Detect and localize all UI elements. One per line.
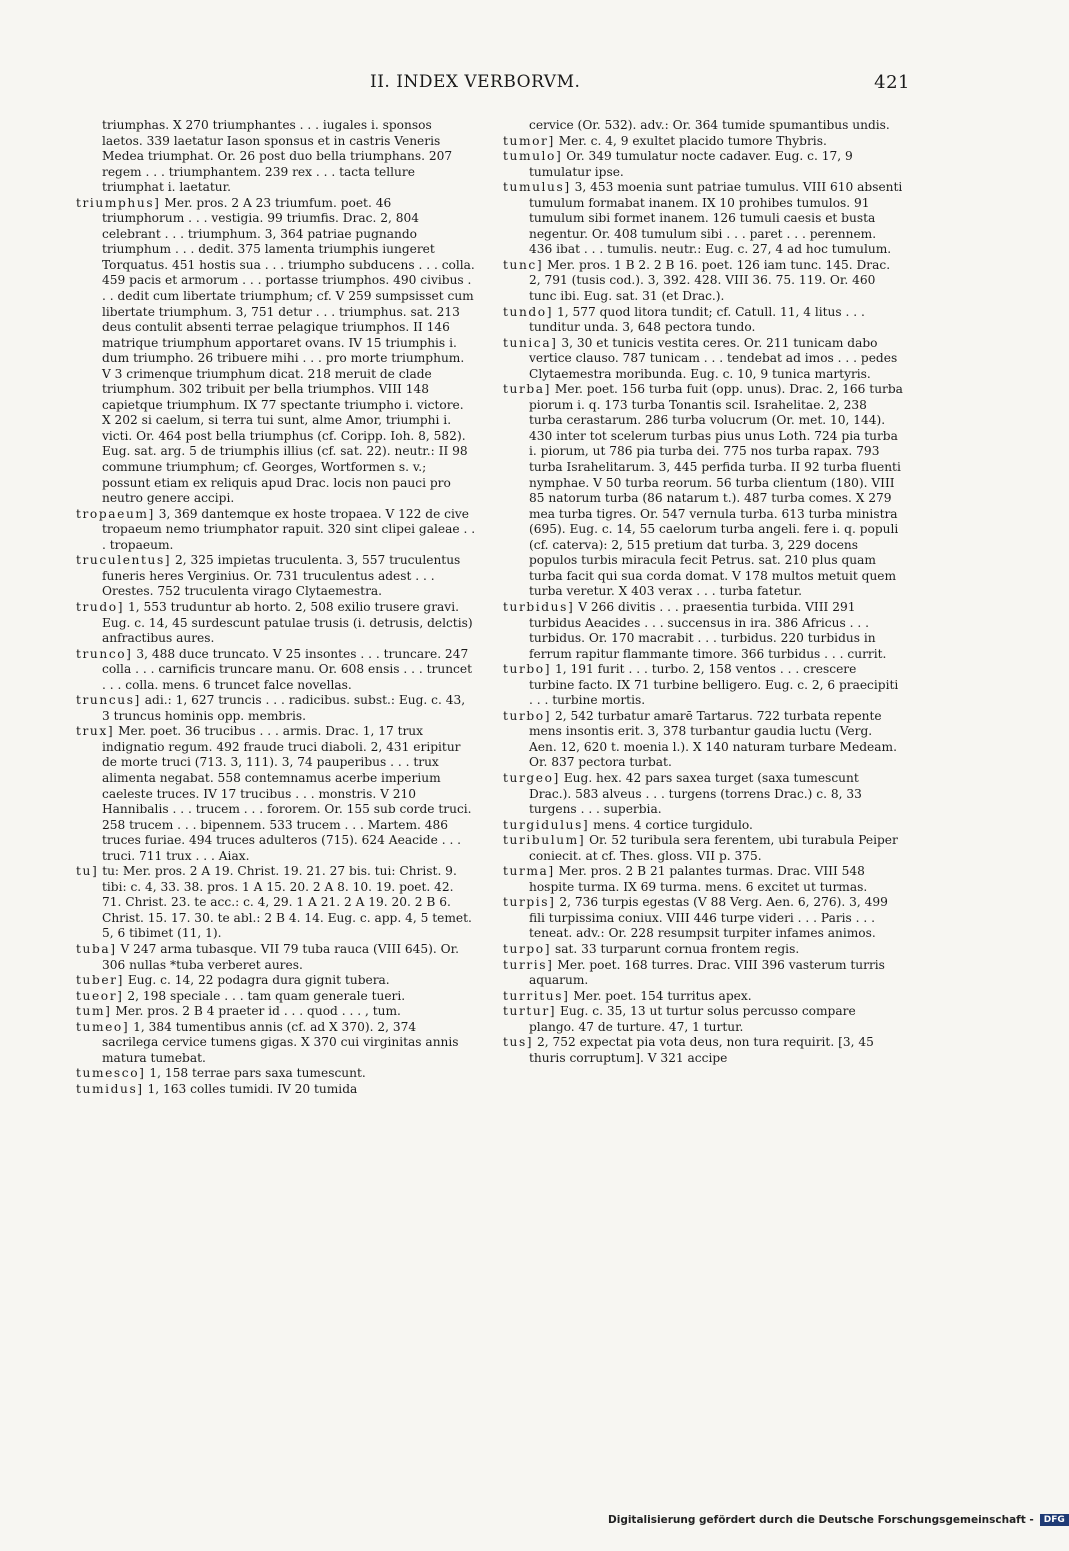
index-entry (76, 864, 476, 942)
entry-text: 2, 198 speciale . . . tam quam generale tueri. (127, 988, 406, 1003)
entry-headword: tumesco] (76, 1066, 146, 1081)
index-entry (503, 818, 903, 834)
left-column (76, 118, 476, 1097)
entry-text: Mer. poet. 156 turba fuit (opp. unus). Drac. 2, 166 turba piorum i. q. 173 turba Tonantis scil. Israhelitae. 2, 238 turba cerastarum. 286 turba volucrum (Or. met. 10, 144). 430 inter tot scelerum turbas pius unus Loth. 724 pia turba i. piorum, ut 786 pia turba dei. 775 nos turba rapax. 793 turba Israhelitarum. 3, 445 perfida turba. II 92 turba fluenti nymphae. V 50 turba reorum. 56 turba clientum (180). VIII 85 natorum turba (86 natarum t.). 487 turba comes. X 279 mea turba tigres. Or. 547 vernula turba. 613 turba ministra (695). Eug. c. 14, 55 caelorum turba angeli. fere i. q. populi (cf. caterva): 2, 515 pretium dat turba. 3, 229 docens populos turbis miracula fecit Petrus. sat. 210 plus quam turba facit qui sua corda domat. V 178 multos metuit quem turba veretur. X 403 verax . . . turba fatetur. (529, 382, 903, 599)
index-entry (76, 1066, 476, 1082)
entry-headword: tumeo] (76, 1019, 130, 1034)
entry-text: adi.: 1, 627 truncis . . . radicibus. subst.: Eug. c. 43, 3 truncus hominis opp. membris. (102, 693, 466, 723)
index-entry (503, 1004, 903, 1035)
footer-text: Digitalisierung gefördert durch die Deutsche Forschungsgemeinschaft - (608, 1514, 1034, 1526)
index-entry (76, 942, 476, 973)
entry-text: mens. 4 cortice turgidulo. (593, 817, 753, 832)
entry-headword: truncus] (76, 693, 141, 708)
entry-text: 2, 752 expectat pia vota deus, non tura requirit. [3, 45 thuris corruptum]. V 321 accipe (529, 1035, 874, 1065)
entry-text: 1, 191 furit . . . turbo. 2, 158 ventos . . . crescere turbine facto. IX 71 turbine belligero. Eug. c. 2, 6 praecipiti . . . turbine mortis. (529, 662, 899, 708)
index-entry (503, 833, 903, 864)
index-entry (503, 662, 903, 709)
entry-headword: tumulo] (503, 149, 563, 164)
index-entry (503, 118, 903, 134)
index-entry (76, 1020, 476, 1067)
entry-headword: turibulum] (503, 833, 586, 848)
index-entry (503, 180, 903, 258)
entry-headword: trudo] (76, 599, 125, 614)
entry-text: Mer. pros. 2 B 21 palantes turmas. Drac. VIII 548 hospite turma. IX 69 turma. mens. 6 excitet ut turmas. (529, 864, 868, 894)
entry-text: 1, 158 terrae pars saxa tumescunt. (149, 1066, 366, 1081)
entry-text: 3, 488 duce truncato. V 25 insontes . . . truncare. 247 colla . . . carnificis truncare manu. Or. 608 ensis . . . truncet . . . colla. mens. 6 truncet falce novellas. (102, 646, 472, 692)
index-entry (503, 958, 903, 989)
index-entry (503, 336, 903, 383)
entry-text: Or. 52 turibula sera ferentem, ubi turabula Peiper coniecit. at cf. Thes. gloss. VII p. 375. (529, 833, 898, 863)
entry-headword: tumor] (503, 133, 555, 148)
entry-text: 2, 542 turbatur amarē Tartarus. 722 turbata repente mens insontis erit. 3, 378 turbantur gaudia luctu (Verg. Aen. 12, 620 t. moenia l.). X 140 naturam turbare Medeam. Or. 837 pectora turbat. (529, 708, 897, 770)
entry-text: Mer. poet. 154 turritus apex. (573, 988, 752, 1003)
entry-text: 1, 553 truduntur ab horto. 2, 508 exilio trusere gravi. Eug. c. 14, 45 surdescunt patulae trusis (i. detrusis, delctis) anfractibus aures. (102, 599, 473, 646)
entry-headword: tumidus] (76, 1081, 144, 1096)
index-entry (76, 600, 476, 647)
entry-headword: tueor] (76, 988, 124, 1003)
entry-text: 3, 369 dantemque ex hoste tropaea. V 122 de cive tropaeum nemo triumphator rapuit. 320 sint clipei galeae . . . tropaeum. (102, 506, 476, 552)
page-number: 421 (874, 72, 910, 93)
entry-headword: turbidus] (503, 599, 575, 614)
index-entry (503, 942, 903, 958)
entry-headword: tu] (76, 864, 99, 879)
index-entry (503, 258, 903, 305)
entry-text: Eug. c. 14, 22 podagra dura gignit tubera. (127, 973, 390, 988)
entry-text: 2, 736 turpis egestas (V 88 Verg. Aen. 6, 276). 3, 499 fili turpissima coniux. VIII 446 turpe videri . . . Paris . . . teneat. adv.: Or. 228 resumpsit turpiter infames animos. (529, 895, 888, 941)
entry-headword: trunco] (76, 646, 133, 661)
index-entry (503, 305, 903, 336)
index-entry (503, 989, 903, 1005)
entry-headword: turgeo] (503, 770, 560, 785)
entry-text: Mer. pros. 1 B 2. 2 B 16. poet. 126 iam tunc. 145. Drac. 2, 791 (tusis cod.). 3, 392. 428. VIII 36. 75. 119. Or. 460 tunc ibi. Eug. sat. 31 (et Drac.). (529, 257, 891, 304)
index-entry (503, 382, 903, 600)
index-entry (503, 1035, 903, 1066)
entry-text: V 247 arma tubasque. VII 79 tuba rauca (VIII 645). Or. 306 nullas *tuba verberet aures. (102, 941, 460, 972)
entry-text: tu: Mer. pros. 2 A 19. Christ. 19. 21. 27 bis. tui: Christ. 9. tibi: c. 4, 33. 38. pros. 1 A 15. 20. 2 A 8. 10. 19. poet. 42. 71. Christ. 23. te acc.: c. 4, 29. 1 A 21. 2 A 19. 20. 2 B 6. Christ. 15. 17. 30. te abl.: 2 B 4. 14. Eug. c. app. 4, 5 temet. 5, 6 tibimet (11, 1). (102, 864, 472, 941)
index-entry (76, 118, 476, 196)
index-entry (76, 647, 476, 694)
entry-headword: turris] (503, 957, 554, 972)
entry-headword: turpis] (503, 895, 556, 910)
right-column (503, 118, 903, 1066)
entry-text: Mer. c. 4, 9 exultet placido tumore Thybris. (558, 133, 827, 148)
entry-text: 3, 30 et tunicis vestita ceres. Or. 211 tunicam dabo vertice clauso. 787 tunicam . . . tendebat ad imos . . . pedes Clytaemestra moribunda. Eug. c. 10, 9 tunica martyris. (529, 335, 898, 381)
index-entry (76, 553, 476, 600)
index-entry (503, 864, 903, 895)
entry-headword: tus] (503, 1035, 534, 1050)
entry-text: Eug. hex. 42 pars saxea turget (saxa tumescunt Drac.). 583 alveus . . . turgens (torrens Drac.) c. 8, 33 turgens . . . superbia. (529, 770, 862, 817)
entry-text: sat. 33 turparunt cornua frontem regis. (554, 941, 800, 956)
index-entry (503, 149, 903, 180)
entry-text: Mer. poet. 168 turres. Drac. VIII 396 vasterum turris aquarum. (529, 957, 885, 988)
entry-headword: turgidulus] (503, 817, 590, 832)
entry-headword: tumulus] (503, 180, 571, 195)
entry-headword: tundo] (503, 304, 554, 319)
entry-text: Mer. pros. 2 A 23 triumfum. poet. 46 triumphorum . . . vestigia. 99 triumfis. Drac. 2, 804 celebrant . . . triumphum. 3, 364 patriae pugnando triumphum . . . dedit. 375 lamenta triumphis iungeret Torquatus. 451 hostis sua . . . triumpho subducens . . . colla. 459 pacis et armorum . . . portasse triumphos. 490 civibus . . . dedit cum libertate triumphum; cf. V 259 sumpsisset cum libertate triumphum. 3, 751 detur . . . triumphus. sat. 213 deus contulit absenti terrae pelagique triumphos. II 146 matrique triumphum apportaret ovans. IV 15 triumphis i. dum triumpho. 26 tribuere mihi . . . pro morte triumphum. V 3 crimenque triumphum dicat. 218 meruit de clade triumphum. 302 tribuit per bella triumphos. VIII 148 capietque triumphum. IX 77 spectante triumpho i. victore. X 202 si caelum, si terra tui sunt, alme Amor, triumphi i. victi. Or. 464 post bella triumphus (cf. Coripp. Ioh. 8, 582). Eug. sat. arg. 5 de triumphis illius (cf. sat. 22). neutr.: II 98 commune triumphum; cf. Georges, Wortformen s. v.; possunt etiam ex reliquis apud Drac. locis non pauci pro neutro genere accipi. (102, 195, 475, 506)
index-entry (76, 507, 476, 554)
index-entry (76, 724, 476, 864)
entry-text: 1, 577 quod litora tundit; cf. Catull. 11, 4 litus . . . tunditur unda. 3, 648 pectora tundo. (529, 304, 865, 335)
index-entry (76, 1004, 476, 1020)
entry-text: 2, 325 impietas truculenta. 3, 557 truculentus funeris heres Verginius. Or. 731 truculentus adest . . . Orestes. 752 truculenta virago Clytaemestra. (102, 553, 461, 599)
entry-text: Or. 349 tumulatur nocte cadaver. Eug. c. 17, 9 tumulatur ipse. (529, 149, 853, 179)
entry-headword: turbo] (503, 662, 552, 677)
entry-headword: turbo] (503, 708, 552, 723)
index-entry (76, 973, 476, 989)
index-entry (503, 709, 903, 771)
entry-text: 3, 453 moenia sunt patriae tumulus. VIII 610 absenti tumulum formabat inanem. IX 10 prohibes tumulos. 91 tumulum sibi formet inanem. 126 tumuli caesis et busta negentur. Or. 408 tumulum sibi . . . paret . . . perennem. 436 ibat . . . tumulis. neutr.: Eug. c. 27, 4 ad hoc tumulum. (529, 180, 903, 257)
index-entry (76, 196, 476, 507)
entry-text: 1, 384 tumentibus annis (cf. ad X 370). 2, 374 sacrilega cervice tumens gigas. X 370 cui virginitas annis matura tumebat. (102, 1019, 459, 1065)
entry-headword: tunica] (503, 335, 558, 350)
index-entry (503, 771, 903, 818)
entry-headword: trux] (76, 724, 115, 739)
entry-headword: tropaeum] (76, 506, 155, 521)
funding-footer (608, 1514, 1069, 1526)
index-entry (76, 693, 476, 724)
index-entry (503, 895, 903, 942)
entry-headword: tunc] (503, 257, 544, 272)
index-entry (503, 134, 903, 150)
entry-headword: tuber] (76, 973, 124, 988)
index-entry (503, 600, 903, 662)
entry-headword: triumphus] (76, 195, 161, 210)
index-entry (76, 989, 476, 1005)
entry-text: V 266 divitis . . . praesentia turbida. VIII 291 turbidus Aeacides . . . succensus in ira. 386 Africus . . . turbidus. Or. 170 macrabit . . . turbidus. 220 turbidus in ferrum rapitur flammante timore. 366 turbidus . . . currit. (529, 599, 887, 661)
index-entry (76, 1082, 476, 1098)
dfg-logo: DFG (1040, 1514, 1069, 1526)
entry-text: Mer. poet. 36 trucibus . . . armis. Drac. 1, 17 trux indignatio regum. 492 fraude truci diaboli. 2, 431 eripitur de morte truci (713. 3, 111). 3, 74 pauperibus . . . trux alimenta negabat. 558 contemnamus acerbe imperium caeleste truces. IV 17 trucibus . . . monstris. V 210 Hannibalis . . . trucem . . . fororem. Or. 155 sub corde truci. 258 trucem . . . bipennem. 533 trucem . . . Martem. 486 truces furiae. 494 truces adulteros (715). 624 Aeacide . . . truci. 711 trux . . . Aiax. (102, 724, 472, 863)
entry-headword: tum] (76, 1004, 112, 1019)
entry-text: cervice (Or. 532). adv.: Or. 364 tumide spumantibus undis. (529, 118, 890, 132)
entry-headword: tuba] (76, 941, 117, 956)
entry-text: Eug. c. 35, 13 ut turtur solus percusso compare plango. 47 de turture. 47, 1 turtur. (529, 1004, 856, 1034)
entry-headword: turpo] (503, 941, 552, 956)
page-title: II. INDEX VERBORVM. (370, 72, 581, 92)
entry-headword: truculentus] (76, 553, 172, 568)
entry-text: triumphas. X 270 triumphantes . . . iugales i. sponsos laetos. 339 laetatur Iason sponsus et in castris Veneris Medea triumphat. Or. 26 post duo bella triumphans. 207 regem . . . triumphantem. 239 rex . . . tacta tellure triumphat i. laetatur. (102, 118, 453, 195)
entry-headword: turba] (503, 382, 551, 397)
entry-headword: turtur] (503, 1004, 557, 1019)
entry-headword: turritus] (503, 988, 570, 1003)
entry-text: 1, 163 colles tumidi. IV 20 tumida (147, 1081, 358, 1096)
entry-headword: turma] (503, 864, 555, 879)
entry-text: Mer. pros. 2 B 4 praeter id . . . quod . . . , tum. (115, 1004, 401, 1019)
